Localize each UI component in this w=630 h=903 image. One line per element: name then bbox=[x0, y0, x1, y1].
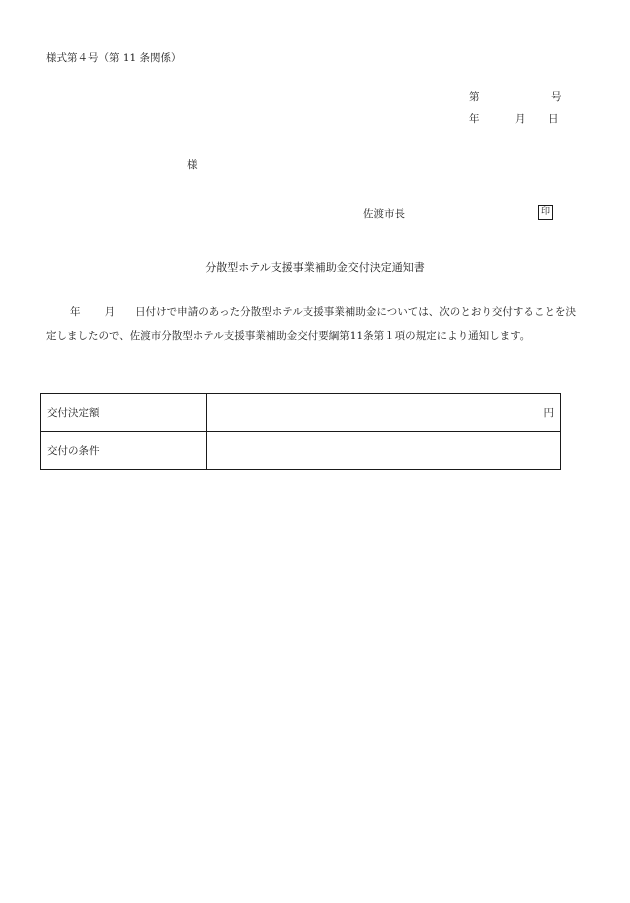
body-month-label: 月 bbox=[104, 306, 116, 318]
body-text: 日付けで申請のあった分散型ホテル支援事業補助金については、次のとおり交付することを決定しましたので、佐渡市分散型ホテル支援事業補助金交付要綱第11条第１項の規定により通知します。 bbox=[46, 306, 577, 342]
grant-conditions-label: 交付の条件 bbox=[41, 432, 207, 470]
table-row bbox=[41, 394, 561, 432]
issuer-name: 佐渡市長 bbox=[363, 208, 405, 220]
grant-amount-label: 交付決定額 bbox=[41, 394, 207, 432]
grant-conditions-value bbox=[207, 432, 561, 470]
addressee-honorific: 様 bbox=[187, 159, 198, 171]
date-month-label: 月 bbox=[515, 113, 526, 125]
document-title: 分散型ホテル支援事業補助金交付決定通知書 bbox=[205, 261, 425, 274]
table-row bbox=[41, 432, 561, 470]
date-day-label: 日 bbox=[548, 113, 559, 125]
document-number-suffix: 号 bbox=[551, 91, 562, 103]
document-number-prefix: 第 bbox=[469, 91, 480, 103]
grant-amount-value: 円 bbox=[207, 394, 561, 432]
form-number: 様式第４号（第 11 条関係） bbox=[46, 52, 182, 64]
body-paragraph bbox=[46, 301, 576, 348]
grant-table bbox=[40, 393, 561, 470]
body-year-label: 年 bbox=[70, 306, 81, 318]
seal-mark: 印 bbox=[538, 205, 553, 220]
date-year-label: 年 bbox=[469, 113, 480, 125]
